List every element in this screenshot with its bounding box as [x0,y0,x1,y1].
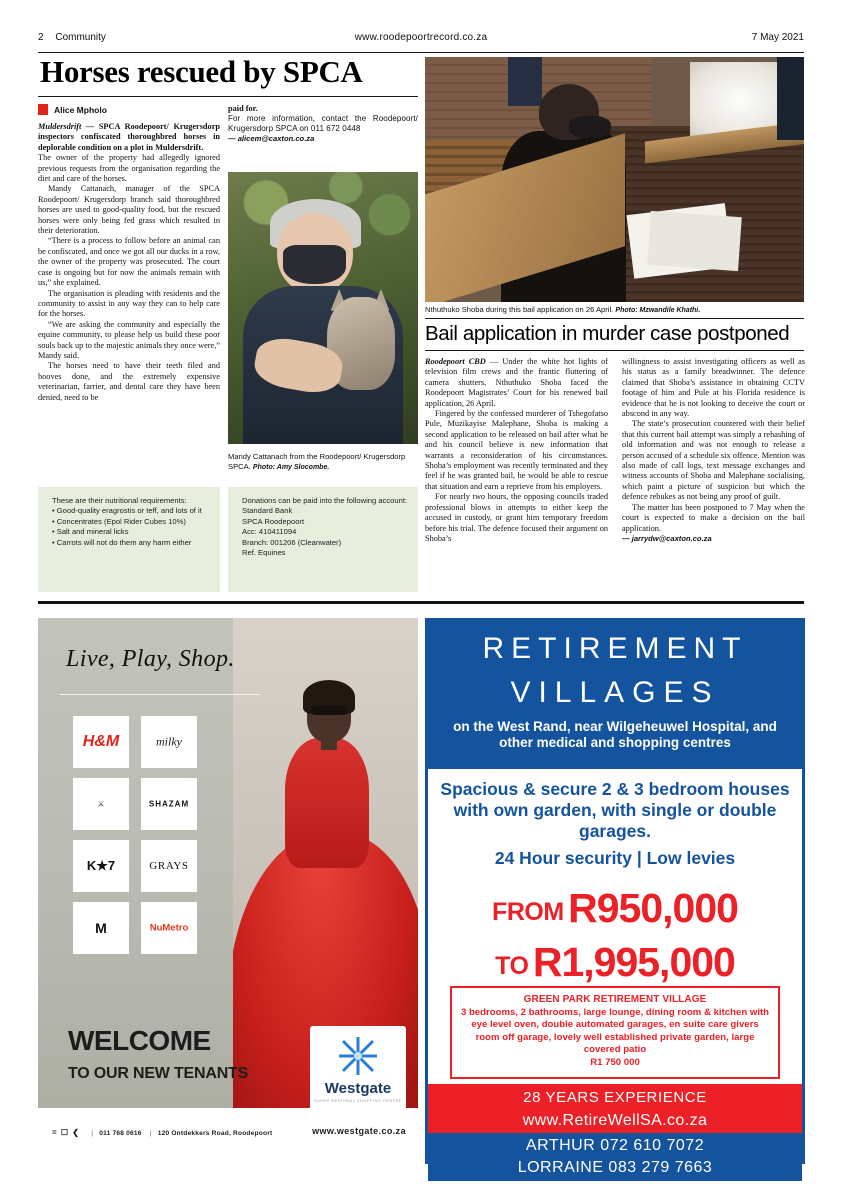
tenant-label: K★7 [86,858,116,873]
tenant-logo-grays[interactable] [141,840,197,892]
photo-mandy-caption [228,452,418,472]
retirement-contact-arthur[interactable]: ARTHUR 072 610 7072 [525,1137,705,1154]
retirement-title-line1: RETIREMENT [482,632,748,665]
story1-paragraph: Mandy Cattanach, manager of the SPCA Roodepoort/ Krugersdorp branch said thoroughbred horses are used to good-quality food, but the rescued horses were only being fed grass which resulted in their deterioration. [38,184,220,236]
nutrition-item: • Salt and mineral licks [52,527,129,537]
story2-column-1 [425,357,608,544]
westgate-logo-mark-icon [337,1035,379,1077]
masthead [38,30,804,52]
westgate-footer [38,1108,418,1164]
retirement-price-to: R1,995,000 [532,939,735,985]
westgate-tagline: Live, Play, Shop. [66,646,235,672]
retirement-body-line2: 24 Hour security | Low levies [494,848,736,868]
retirement-contact-lorraine[interactable]: LORRAINE 083 279 7663 [517,1159,713,1176]
westgate-logo [310,1026,406,1112]
westgate-advertisement[interactable] [38,618,418,1164]
tenant-logo-mhood[interactable] [73,902,129,954]
retirement-price-block [428,886,802,994]
westgate-address: 120 Ontdekkers Road, Roodepoort [157,1130,273,1137]
story2-paragraph: Fingered by the confessed murderer of Tshegofatso Pule, Muzikayise Malephane, Shoba is making a second application to be released on bail after what he and his council believe is new information that warrants a reconsideration of his circumstances. Shoba’s employment was recently terminated and they feel if he was granted bail, he would be able to rescue that situation and earn a reprieve from his employers. [425,409,608,491]
tenant-logo-crest[interactable] [73,778,129,830]
story2-headline: Bail application in murder case postponed [425,322,790,345]
instagram-icon[interactable]: ☐ [60,1128,69,1137]
donations-line: Branch: 001206 (Cleanwater) [242,537,342,547]
retirement-advertisement[interactable] [425,618,805,1176]
donations-title: Donations can be paid into the following account: [242,496,408,505]
westgate-url[interactable]: www.westgate.co.za [312,1126,406,1136]
tenant-label: SHAZAM [148,799,190,809]
story1-contact-info: For more information, contact the Roodepoort/ Krugersdorp SPCA on 011 672 0448 [228,114,418,134]
tenant-logo-shazam[interactable] [141,778,197,830]
westgate-logo-name: Westgate [324,1080,392,1097]
tenant-logo-numetro[interactable] [141,902,197,954]
nutrition-item: • Good-quality eragrostis or teff, and lots of it [52,506,202,516]
westgate-tenant-logos [73,716,233,964]
story1-paragraph: The horses need to have their teeth filed and hooves done, and the extremely expensive veterinarian, farrier, and dental care they have been denied, need to be [38,361,220,402]
westgate-welcome-sub: TO OUR NEW TENANTS [68,1065,249,1082]
retirement-contacts [428,1133,802,1181]
story2-lede: Roodepoort CBD — Under the white hot lights of television film crews and the frantic fluttering of camera shutters, Nthuthuko Shoba faced the Roodepoort Magistrates’ Court for his renewed bail application, 26 April. [425,357,608,408]
retirement-experience-banner[interactable] [428,1084,802,1133]
photo-credit: Photo: Amy Slocombe. [252,463,330,471]
donations-line: Acc: 410411094 [242,527,297,537]
story1-paragraph: The organisation is pleading with residents and the community to assist in any way they can to help care for the horses. [38,288,220,319]
story1-paragraph: “We are asking the community and especially the equine community, to please help us build these poor souls back up to the majestic animals they once were,” Mandy said. [38,319,220,360]
page-number: 2 [38,32,44,43]
story1-headline: Horses rescued by SPCA [40,54,363,89]
westgate-footer-info: = ☐ ❮ | 011 768 0616 | 120 Ontdekkers Road, Roodepoort [52,1128,273,1137]
nutrition-item: • Carrots will not do them any harm either [52,537,192,547]
westgate-logo-tagline: SUPER REGIONAL SHOPPING CENTRE [314,1099,402,1103]
tenant-label: NuMetro [149,922,189,934]
tenant-label: H&M [82,733,120,750]
westgate-divider [60,694,260,695]
story2-rule-top [425,318,804,319]
westgate-welcome-block [68,1026,248,1089]
westgate-welcome-main: WELCOME [68,1025,211,1056]
facebook-icon[interactable]: = [52,1128,57,1137]
story2-paragraph: willingness to assist investigating officers as well as his status as a family breadwinner. The defence claimed that Shoba’s assistance in obtaining CCTV footage of him and Pule at his Florida residence is evidence that he is not looking to deceive the court or abscond in any way. [622,357,805,419]
retirement-body-line1: Spacious & secure 2 & 3 bedroom houses with own garden, with single or double garages. [440,779,790,841]
retirement-title [428,627,802,715]
retirement-price-from: R950,000 [568,885,738,931]
tenant-label: milky [156,734,182,749]
tenant-label: GRAYS [149,860,189,872]
retirement-price-from-row [428,886,802,940]
story1-author-email[interactable]: — alicem@caxton.co.za [228,134,315,144]
story2-paragraph: The matter has been postponed to 7 May when the court is expected to make a decision on the bail application. [622,502,805,533]
photo-shoba-court [425,57,804,302]
nutrition-item: • Concentrates (Epol Rider Cubes 10%) [52,516,186,526]
nutrition-title: These are their nutritional requirements: [52,496,187,505]
tenant-logo-k7[interactable] [73,840,129,892]
green-park-listing [450,986,780,1079]
caption-text: Nthuthuko Shoba during this bail application on 26 April. [425,305,614,314]
tenant-label: M [95,920,107,936]
photo-mandy-content [228,172,418,444]
story1-lede-bold: SPCA Roodepoort/ Krugersdorp inspectors confiscated thoroughbred horses in deplorable condition on a plot in Muldersdrift [38,122,220,152]
retirement-title-line2: VILLAGES [510,676,720,709]
westgate-phone[interactable]: 011 768 0616 [99,1130,142,1137]
retirement-body [428,771,802,869]
tenant-label: ⚔ [97,799,105,809]
photo-court-caption [425,305,804,316]
story1-paragraph-cont: paid for. [228,104,258,113]
story2-lede-location: Roodepoort CBD [425,357,486,366]
story2-paragraph: The state’s prosecution countered with their belief that this current bail attempt was simply a rehashing of old information and was not enough to release a person accused of a schedule six offence. Mention was also made of call logs, text message exchanges and witness accounts of Shoba and Malephane socialising, which paint a picture of suspicion but which the defence rebukes as not being any proof of guilt. [622,419,805,502]
story1-byline-name: Alice Mpholo [54,105,107,115]
green-park-price: R1 750 000 [590,1056,640,1068]
story1-byline [38,104,218,118]
caption-text: Mandy Cattanach from the Roodepoort/ Krugersdorp SPCA. [228,452,406,471]
story2-author-email[interactable]: — jarrydw@caxton.co.za [622,533,712,543]
story2-rule-bottom [425,350,804,351]
nutrition-info-box [38,487,220,592]
story1-headline-divider [38,96,418,97]
story1-lede: Muldersdrift — SPCA Roodepoort/ Krugersdorp inspectors confiscated thoroughbred horses in deplorable condition on a plot in Muldersdrift. [38,122,220,152]
retirement-website[interactable]: www.RetireWellSA.co.za [522,1112,708,1129]
retirement-price-to-label: TO [495,952,529,980]
retirement-header-banner [428,621,802,769]
photo-credit: Photo: Mzwandile Khathi. [615,307,701,314]
masthead-date: 7 May 2021 [751,32,804,43]
story1-column-1 [38,122,220,403]
story1-paragraph: “There is a process to follow before an animal can be confiscated, and once we got all our ducks in a row, the owner of the property was prosecuted. The court case is ongoing but for now the animals remain with us,” she explained. [38,236,220,288]
donations-line: SPCA Roodepoort [242,516,305,526]
twitter-icon[interactable]: ❮ [72,1128,80,1137]
retirement-subtitle: on the West Rand, near Wilgeheuwel Hospital, and other medical and shopping centres [453,719,777,750]
masthead-website[interactable]: www.roodepoortrecord.co.za [354,32,488,43]
section-name: Community [55,32,106,43]
byline-swatch-icon [38,104,48,115]
photo-court-content [425,57,804,302]
story2-lede-text: Under the white hot lights of television film crews and the frantic fluttering of camera shutters, Nthuthuko Shoba faced the Roodepoort Magistrates’ Court for his renewed bail application, 26 April. [425,357,608,408]
page-divider [38,601,804,604]
masthead-divider [38,52,804,53]
story1-column-2 [228,104,418,145]
story2-column-2 [622,357,805,544]
story2-paragraph: For nearly two hours, the opposing councils traded professional blows in attempts to either keep the accused in custody, or grant him temporary freedom before his trial. The defence focused their argument on Shoba’s [425,492,608,543]
donations-line: Ref. Equines [242,548,286,558]
donations-line: Standard Bank [242,506,293,516]
photo-mandy-cattanach [228,172,418,444]
retirement-price-from-label: FROM [492,898,564,926]
green-park-description: 3 bedrooms, 2 bathrooms, large lounge, dining room & kitchen with eye level oven, double automated garages, en suite care givers room off garage, lovely well established private garden, large covered patio [460,1006,770,1056]
donations-info-box [228,487,418,592]
retirement-experience-text: 28 YEARS EXPERIENCE [523,1089,707,1106]
tenant-logo-hm[interactable] [73,716,129,768]
story1-paragraph: The owner of the property had allegedly ignored previous requests from the organisation regarding the diet and care of the horses. [38,153,220,184]
green-park-title: GREEN PARK RETIREMENT VILLAGE [523,994,707,1005]
story1-lede-location: Muldersdrift [38,122,82,131]
tenant-logo-milky[interactable] [141,716,197,768]
